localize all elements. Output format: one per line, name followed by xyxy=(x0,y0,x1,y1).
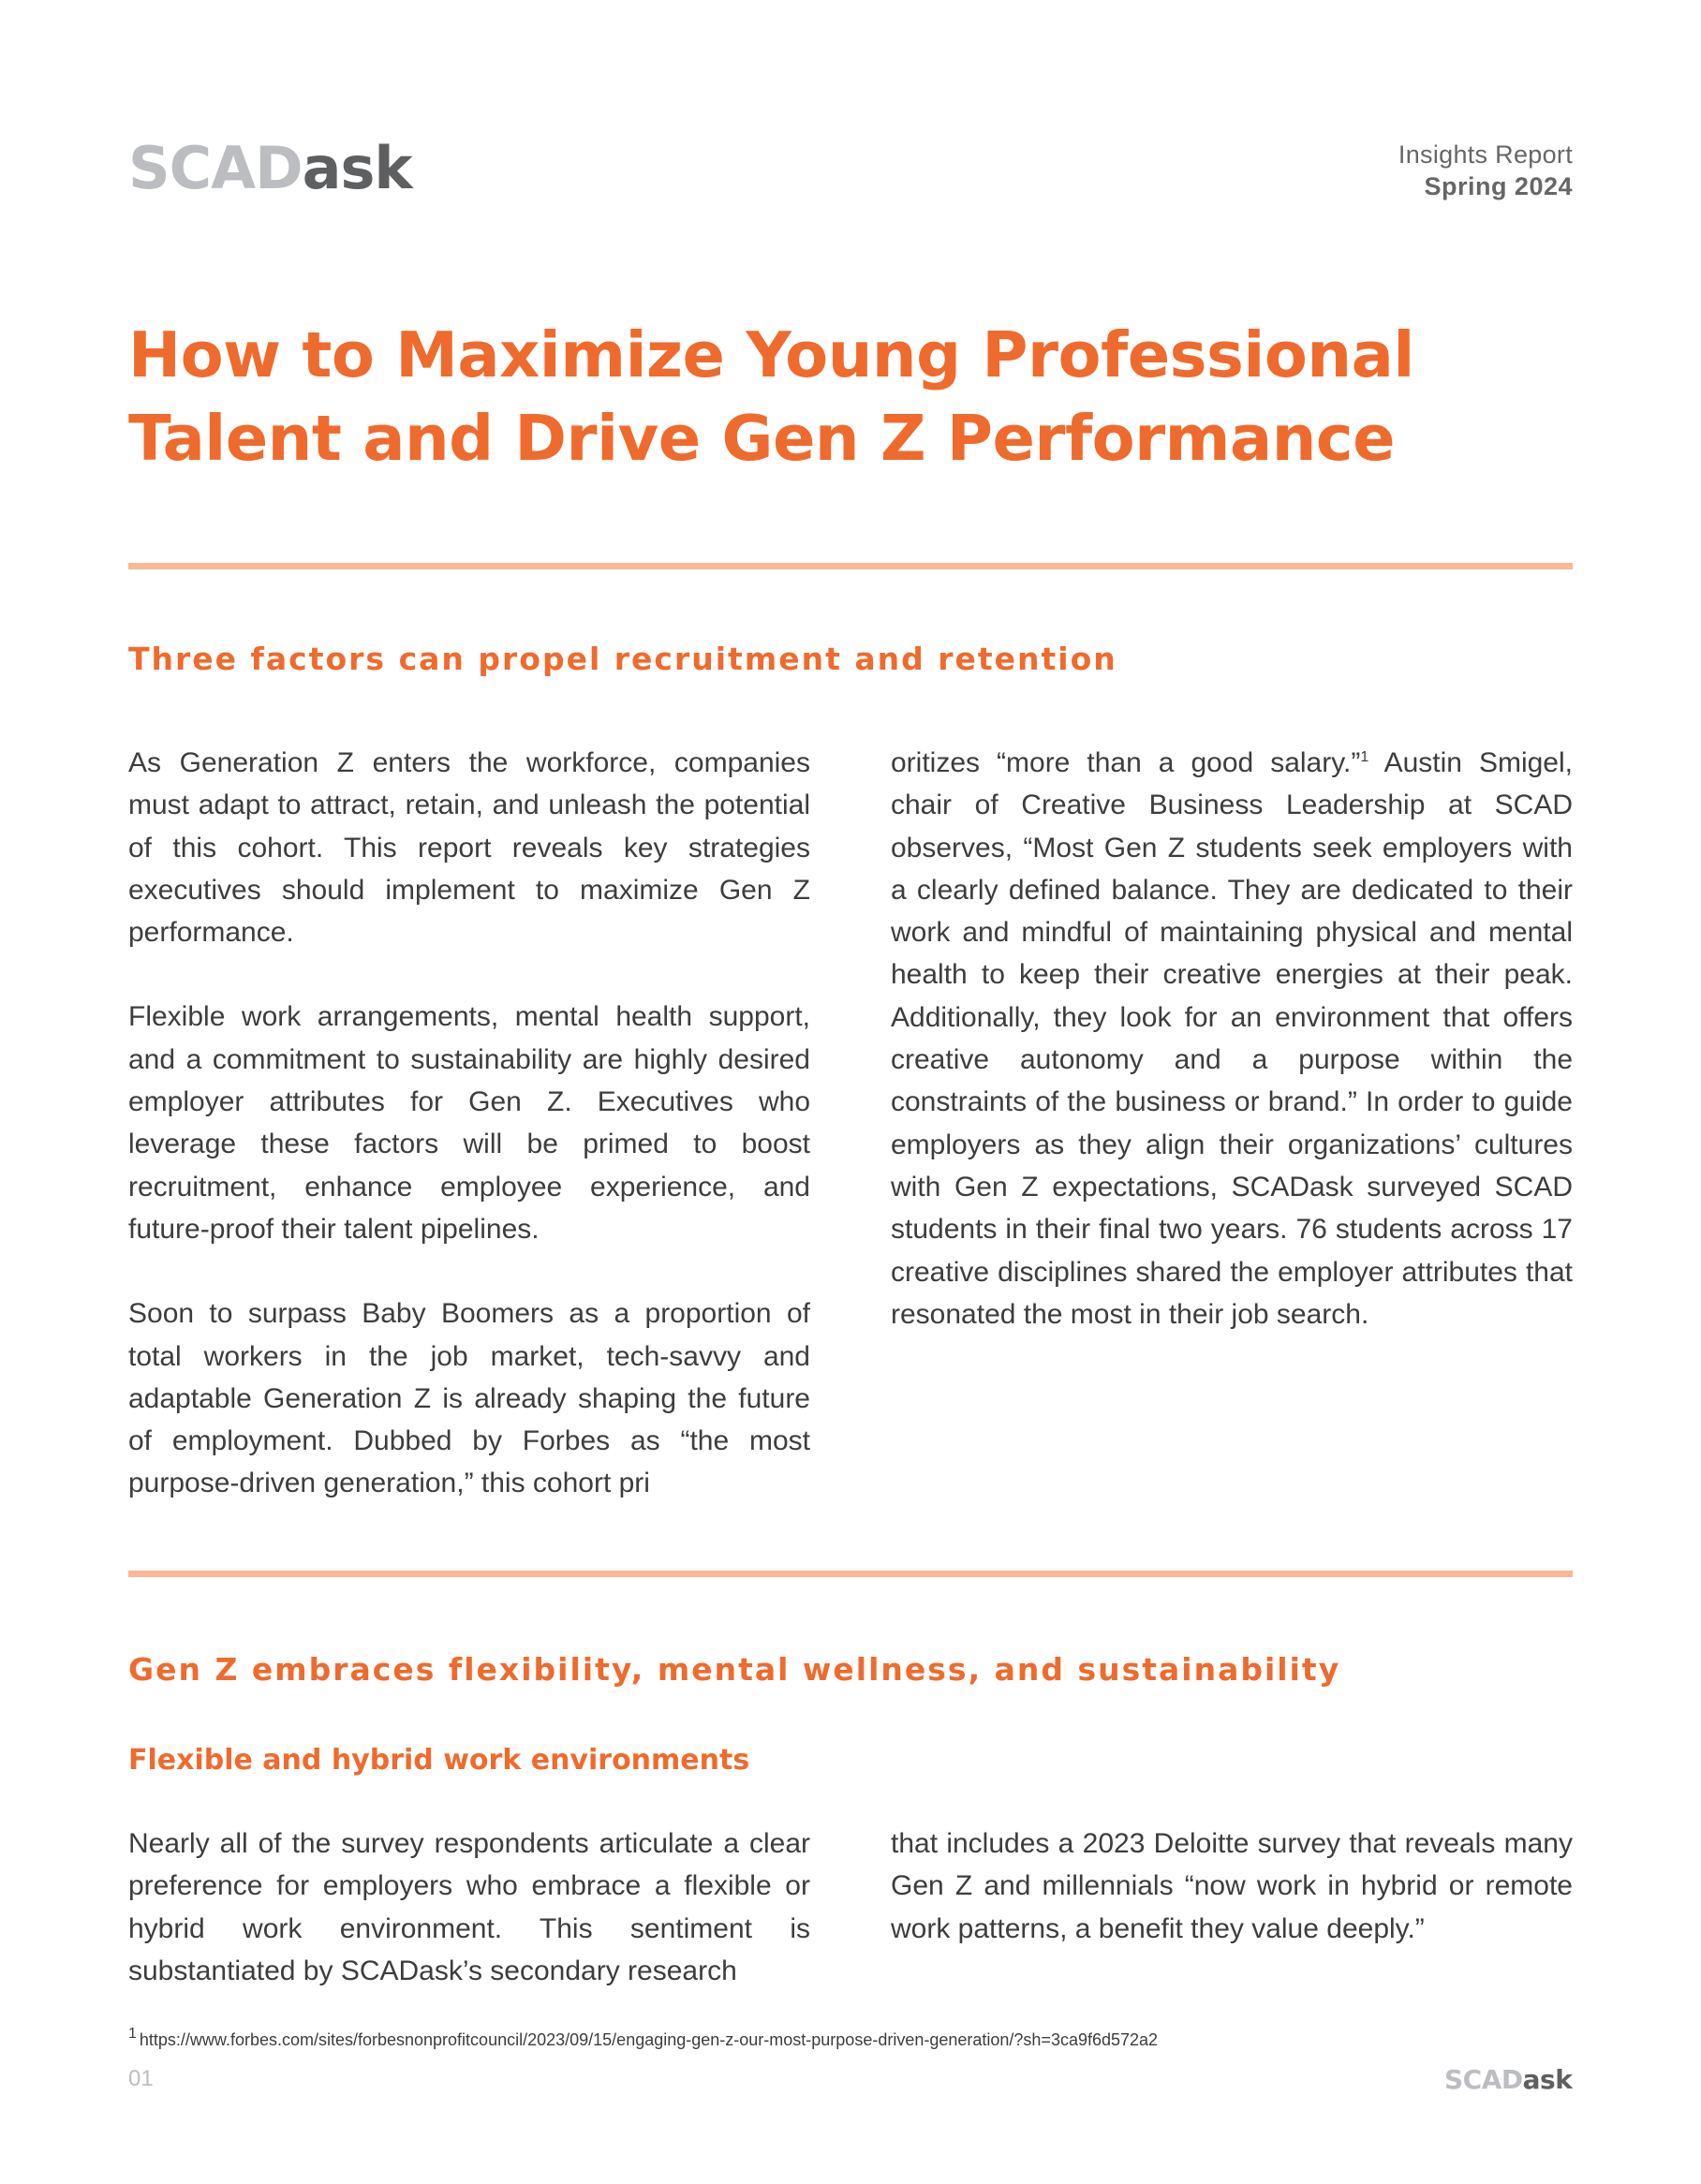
footer-logo-ask: ask xyxy=(1522,2064,1573,2095)
section-divider xyxy=(128,563,1573,569)
footnote-link[interactable]: https://www.forbes.com/sites/forbesnonprofitcouncil/2023/09/15/engaging-gen-z-our-most-purpose-driven-generation/?sh=3ca9f6d572a2 xyxy=(139,2030,1159,2049)
page-title xyxy=(128,314,1590,480)
paragraph-intro: As Generation Z enters the workforce, companies must adapt to attract, retain, and unleash the potential of this cohort. This report reveals key strategies executives should implement to maximize Gen Z performance. xyxy=(128,747,810,949)
paragraph-boomers: Soon to surpass Baby Boomers as a proportion of total workers in the job market, tech-savvy and adaptable Generation Z is already shaping the future of employment. Dubbed by Forbes as “the most purpose-driven generation,” this cohort pri xyxy=(128,1298,810,1499)
section2-left-column xyxy=(128,1822,810,1992)
paragraph-smigel-quote xyxy=(891,742,1573,1335)
section2-right-column xyxy=(891,1822,1573,1950)
subheading-flexible-hybrid: Flexible and hybrid work environments xyxy=(128,1744,750,1777)
footnote-ref[interactable]: 1 xyxy=(1360,749,1369,765)
footer-scadask-logo xyxy=(1444,2063,1572,2097)
report-meta xyxy=(1398,139,1573,202)
title-line-1: How to Maximize Young Professional xyxy=(128,318,1414,391)
logo-ask: ask xyxy=(302,134,412,202)
paragraph-survey-respondents: Nearly all of the survey respondents articulate a clear preference for employers who embrace a flexible or hybrid work environment. This sentiment is substantiated by SCADask’s secondary research xyxy=(128,1828,810,1986)
section-divider xyxy=(128,1571,1573,1577)
quote-text: oritizes “more than a good salary.” xyxy=(891,747,1361,778)
section1-left-column xyxy=(128,742,810,1505)
footnote xyxy=(128,2023,1158,2051)
section-heading-gen-z-embraces: Gen Z embraces flexibility, mental wellness, and sustainability xyxy=(128,1651,1341,1688)
paragraph-factors: Flexible work arrangements, mental health support, and a commitment to sustainability are highly desired employer attributes for Gen Z. Executives who leverage these factors will be primed to boost recruitment, enhance employee experience, and future-proof their talent pipelines. xyxy=(128,1001,810,1245)
section-heading-three-factors: Three factors can propel recruitment and retention xyxy=(128,641,1117,677)
footnote-number: 1 xyxy=(128,2026,137,2042)
scadask-logo xyxy=(128,131,412,206)
title-line-2: Talent and Drive Gen Z Performance xyxy=(128,402,1396,475)
quote-continuation: Austin Smigel, chair of Creative Business Leadership at SCAD observes, “Most Gen Z students seek employers with a clearly defined balance. They are dedicated to their work and mindful of maintaining physical and mental health to keep their creative energies at their peak. Additionally, they look for an environment that offers creative autonomy and a purpose within the constraints of the business or brand.” In order to guide employers as they align their organizations’ cultures with Gen Z expectations, SCADask surveyed SCAD students in their final two years. 76 students across 17 creative disciplines shared the employer attributes that resonated the most in their job search. xyxy=(891,747,1573,1330)
page-number: 01 xyxy=(128,2066,154,2091)
section1-right-column xyxy=(891,742,1573,1335)
footer-logo-scad: SCAD xyxy=(1444,2064,1523,2095)
paragraph-deloitte: that includes a 2023 Deloitte survey that reveals many Gen Z and millennials “now work in hybrid or remote work patterns, a benefit they value deeply.” xyxy=(891,1828,1573,1944)
report-season: Spring 2024 xyxy=(1424,172,1573,200)
logo-scad: SCAD xyxy=(128,134,303,202)
report-type: Insights Report xyxy=(1398,140,1573,169)
